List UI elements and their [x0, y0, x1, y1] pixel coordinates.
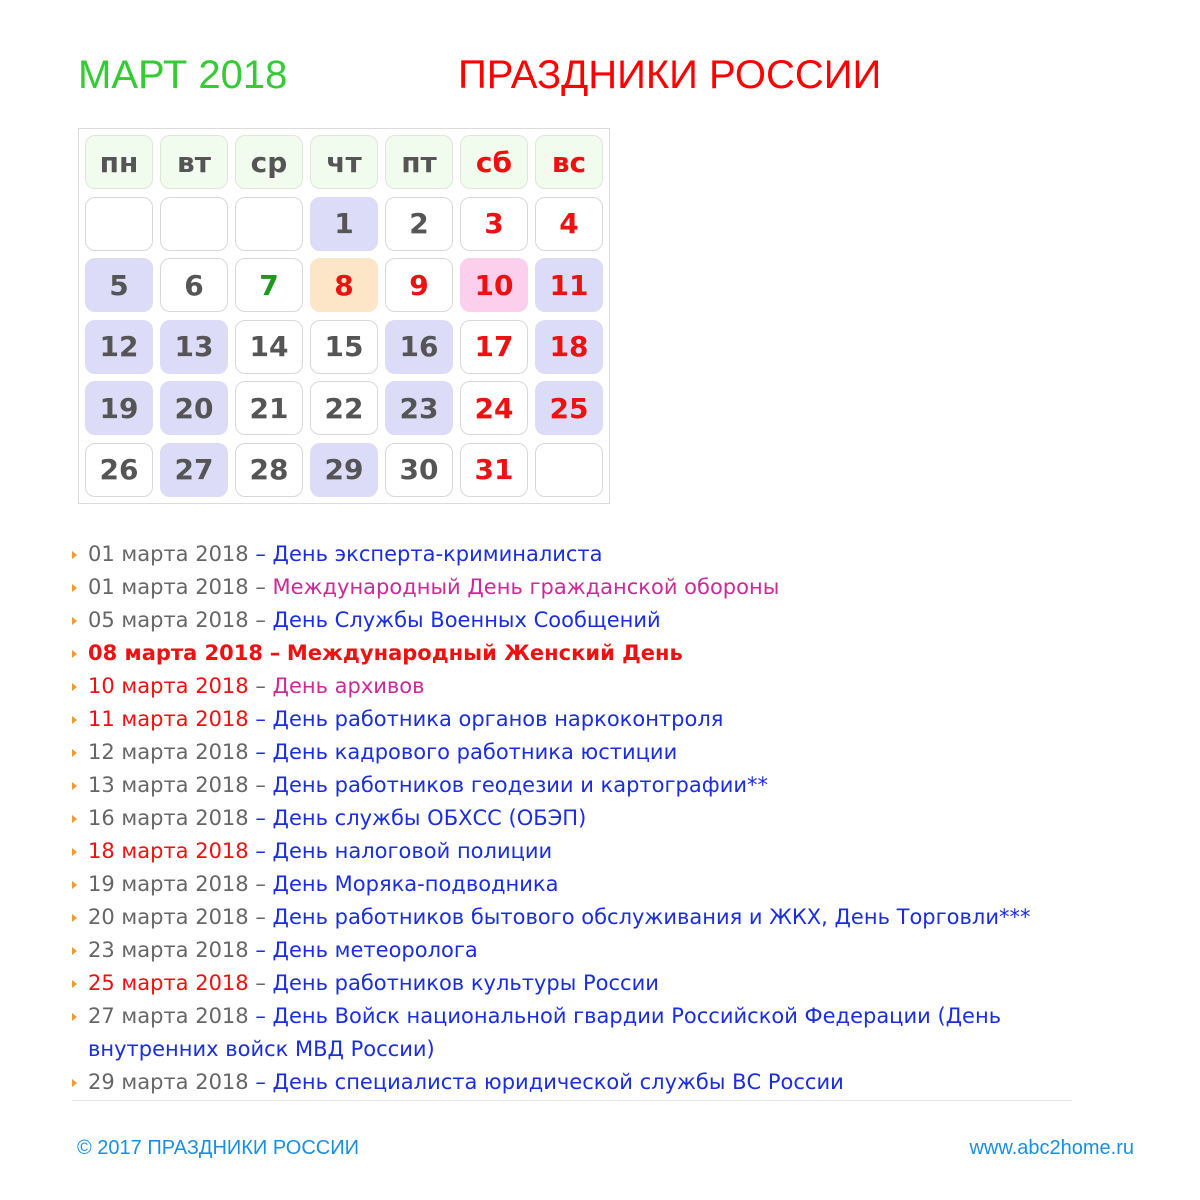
holiday-item — [72, 538, 1082, 571]
bullet-icon — [72, 617, 77, 625]
holiday-dash: – — [255, 905, 266, 929]
holiday-name: День метеоролога — [272, 938, 478, 962]
holiday-date: 16 марта 2018 — [88, 806, 249, 830]
calendar-empty-cell — [85, 197, 153, 251]
holiday-item — [72, 769, 1082, 802]
page-title: ПРАЗДНИКИ РОССИИ — [458, 53, 882, 97]
holiday-item — [72, 802, 1082, 835]
holiday-dash: – — [255, 971, 266, 995]
weekday-header: пн — [85, 135, 153, 189]
holiday-date: 18 марта 2018 — [88, 839, 249, 863]
holiday-dash: – — [255, 542, 266, 566]
holiday-date: 05 марта 2018 — [88, 608, 249, 632]
calendar-day: 20 — [160, 381, 228, 435]
calendar-day: 24 — [460, 381, 528, 435]
calendar-day: 22 — [310, 381, 378, 435]
holiday-dash: – — [255, 740, 266, 764]
holiday-name: День работников бытового обслуживания и ЖКХ, День Торговли*** — [272, 905, 1031, 929]
calendar-day: 30 — [385, 443, 453, 497]
bullet-icon — [72, 782, 77, 790]
holiday-item — [72, 868, 1082, 901]
holiday-name: Международный Женский День — [286, 641, 683, 665]
bullet-icon — [72, 1079, 77, 1087]
holiday-name: День работников культуры России — [272, 971, 659, 995]
calendar-day: 28 — [235, 443, 303, 497]
bullet-icon — [72, 980, 77, 988]
holiday-name: День Моряка-подводника — [272, 872, 559, 896]
holiday-date: 13 марта 2018 — [88, 773, 249, 797]
holiday-item — [72, 1066, 1082, 1099]
calendar-day: 16 — [385, 320, 453, 374]
calendar-day: 29 — [310, 443, 378, 497]
holiday-dash: – — [255, 1004, 266, 1028]
weekday-header: вт — [160, 135, 228, 189]
bullet-icon — [72, 749, 77, 757]
calendar-day: 25 — [535, 381, 603, 435]
bullet-icon — [72, 947, 77, 955]
holiday-name: День архивов — [272, 674, 425, 698]
holiday-date: 23 марта 2018 — [88, 938, 249, 962]
calendar-day: 26 — [85, 443, 153, 497]
holiday-date: 01 марта 2018 — [88, 575, 249, 599]
calendar-empty-cell — [160, 197, 228, 251]
calendar-grid — [78, 128, 610, 504]
holiday-item — [72, 1000, 1082, 1066]
holiday-name: День кадрового работника юстиции — [272, 740, 678, 764]
calendar-day: 11 — [535, 258, 603, 312]
holiday-dash: – — [255, 1070, 266, 1094]
bullet-icon — [72, 551, 77, 559]
bullet-icon — [72, 716, 77, 724]
holiday-name: День Службы Военных Сообщений — [272, 608, 661, 632]
holiday-item — [72, 934, 1082, 967]
footer-copyright: © 2017 ПРАЗДНИКИ РОССИИ — [77, 1137, 359, 1159]
holiday-date: 08 марта 2018 — [88, 641, 264, 665]
holiday-name: День работника органов наркоконтроля — [272, 707, 724, 731]
calendar-empty-cell — [535, 443, 603, 497]
calendar-day: 14 — [235, 320, 303, 374]
month-title: МАРТ 2018 — [78, 53, 288, 97]
holiday-list — [72, 538, 1082, 1099]
calendar-day: 1 — [310, 197, 378, 251]
bullet-icon — [72, 1013, 77, 1021]
calendar-day: 5 — [85, 258, 153, 312]
holiday-date: 27 марта 2018 — [88, 1004, 249, 1028]
footer-site-link[interactable]: www.abc2home.ru — [969, 1137, 1134, 1159]
holiday-name: Международный День гражданской обороны — [272, 575, 780, 599]
calendar-day: 9 — [385, 258, 453, 312]
holiday-item — [72, 736, 1082, 769]
weekday-header: ср — [235, 135, 303, 189]
calendar-empty-cell — [235, 197, 303, 251]
calendar-day: 18 — [535, 320, 603, 374]
holiday-item — [72, 901, 1082, 934]
calendar-day: 2 — [385, 197, 453, 251]
calendar-day: 19 — [85, 381, 153, 435]
holiday-name: День специалиста юридической службы ВС России — [272, 1070, 844, 1094]
holiday-date: 11 марта 2018 — [88, 707, 249, 731]
holiday-dash: – — [255, 608, 266, 632]
holiday-name: День работников геодезии и картографии** — [272, 773, 768, 797]
holiday-item — [72, 637, 1082, 670]
holiday-item — [72, 604, 1082, 637]
holiday-name: День налоговой полиции — [272, 839, 553, 863]
holiday-date: 25 марта 2018 — [88, 971, 249, 995]
holiday-date: 20 марта 2018 — [88, 905, 249, 929]
holiday-dash: – — [255, 674, 266, 698]
calendar-day: 31 — [460, 443, 528, 497]
holiday-date: 01 марта 2018 — [88, 542, 249, 566]
holiday-name: День службы ОБХСС (ОБЭП) — [272, 806, 587, 830]
calendar-day: 27 — [160, 443, 228, 497]
holiday-item — [72, 835, 1082, 868]
bullet-icon — [72, 683, 77, 691]
holiday-dash: – — [255, 773, 266, 797]
bullet-icon — [72, 914, 77, 922]
bullet-icon — [72, 650, 77, 658]
holiday-item — [72, 670, 1082, 703]
weekday-header: вс — [535, 135, 603, 189]
weekday-header: пт — [385, 135, 453, 189]
holiday-dash: – — [255, 575, 266, 599]
calendar-day: 7 — [235, 258, 303, 312]
holiday-name: День эксперта-криминалиста — [272, 542, 603, 566]
calendar-day: 6 — [160, 258, 228, 312]
calendar-day: 23 — [385, 381, 453, 435]
holiday-dash: – — [255, 806, 266, 830]
calendar-day: 17 — [460, 320, 528, 374]
divider — [72, 1100, 1072, 1101]
holiday-date: 29 марта 2018 — [88, 1070, 249, 1094]
calendar-day: 10 — [460, 258, 528, 312]
holiday-dash: – — [269, 641, 281, 665]
bullet-icon — [72, 815, 77, 823]
calendar-day: 8 — [310, 258, 378, 312]
holiday-item — [72, 967, 1082, 1000]
holiday-dash: – — [255, 872, 266, 896]
holiday-date: 12 марта 2018 — [88, 740, 249, 764]
calendar-day: 21 — [235, 381, 303, 435]
weekday-header: сб — [460, 135, 528, 189]
holiday-item — [72, 703, 1082, 736]
holiday-date: 19 марта 2018 — [88, 872, 249, 896]
calendar-day: 15 — [310, 320, 378, 374]
bullet-icon — [72, 881, 77, 889]
bullet-icon — [72, 584, 77, 592]
calendar-day: 4 — [535, 197, 603, 251]
bullet-icon — [72, 848, 77, 856]
holiday-dash: – — [255, 839, 266, 863]
calendar-day: 12 — [85, 320, 153, 374]
calendar-day: 3 — [460, 197, 528, 251]
weekday-header: чт — [310, 135, 378, 189]
holiday-dash: – — [255, 938, 266, 962]
holiday-item — [72, 571, 1082, 604]
holiday-name: День Войск национальной гвардии Российской Федерации (День внутренних войск МВД России) — [88, 1004, 1002, 1061]
calendar-day: 13 — [160, 320, 228, 374]
holiday-date: 10 марта 2018 — [88, 674, 249, 698]
holiday-dash: – — [255, 707, 266, 731]
